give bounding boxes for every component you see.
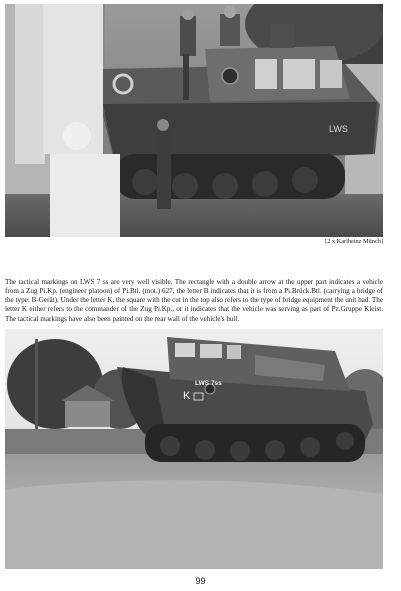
hull-marking-text: LWS 7ss xyxy=(195,380,222,387)
photo-credit: [2 x Karlheinz Münch] xyxy=(325,238,383,245)
hull-marking-text: LWS xyxy=(329,124,348,134)
unit-letter-marking: K xyxy=(183,390,191,402)
body-paragraph: The tactical markings on LWS 7 ss are very well visible. The rectangle with a double arrow at the upper part indicates a vehicle from a Zug Pi.Kp. (engineer platoon) of Pi.Btl. (mot.) 627, the letter B indicates that it is from a Pi.Brück.Btl. (carrying a bridge of the type: B-Gerät). Under the letter K, the square with the cut in the top also refers to the type of bridge equipment the unit had. The letter K either refers to the commander of the Zug Pi.Kp., or it indicates that the vehicle was serving as part of Pz.Gruppe Kleist. The tactical markings have also been painted on the rear wall of the vehicle's hull. xyxy=(5,278,383,323)
photo-lws-with-crew xyxy=(5,4,383,237)
photo-lws-7ss-on-road xyxy=(5,329,383,569)
page-number: 99 xyxy=(195,576,206,586)
